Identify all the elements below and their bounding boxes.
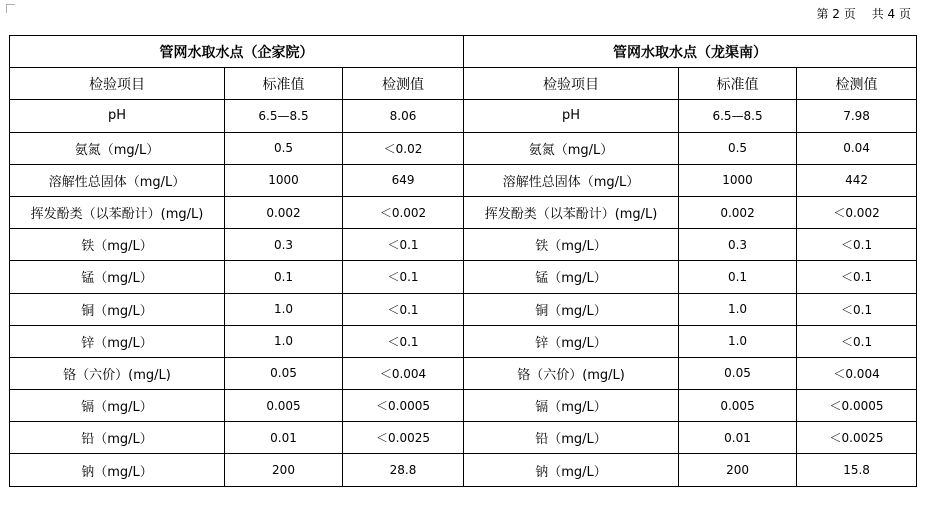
item-cell-a: 铅（mg/L） (10, 422, 225, 454)
page-indicator (816, 5, 911, 22)
value-cell-a: ＜0.0025 (343, 422, 464, 454)
value-cell-a: ＜0.1 (343, 293, 464, 325)
value-cell-b: 0.04 (797, 132, 917, 164)
value-cell-a: 649 (343, 164, 464, 196)
value-cell-a: ＜0.002 (343, 196, 464, 228)
standard-cell-b: 1.0 (679, 293, 797, 325)
standard-cell-a: 6.5—8.5 (225, 100, 343, 132)
column-header-row (10, 68, 917, 100)
item-cell-a: 铁（mg/L） (10, 229, 225, 261)
table-row (10, 422, 917, 454)
value-cell-a: 28.8 (343, 454, 464, 486)
value-cell-a: 8.06 (343, 100, 464, 132)
header-standard-b: 标准值 (679, 68, 797, 100)
item-cell-a: 锰（mg/L） (10, 261, 225, 293)
value-cell-b: ＜0.002 (797, 196, 917, 228)
item-cell-a: 氨氮（mg/L） (10, 132, 225, 164)
table-row (10, 390, 917, 422)
site-title-a: 管网水取水点（企家院） (10, 36, 464, 68)
value-cell-a: ＜0.1 (343, 261, 464, 293)
standard-cell-a: 0.3 (225, 229, 343, 261)
header-value-b: 检测值 (797, 68, 917, 100)
item-cell-b: 挥发酚类（以苯酚计）(mg/L) (464, 196, 679, 228)
site-title-b: 管网水取水点（龙渠南） (464, 36, 917, 68)
standard-cell-a: 1.0 (225, 293, 343, 325)
standard-cell-a: 0.002 (225, 196, 343, 228)
standard-cell-b: 0.002 (679, 196, 797, 228)
header-value-a: 检测值 (343, 68, 464, 100)
item-cell-b: 钠（mg/L） (464, 454, 679, 486)
value-cell-b: 7.98 (797, 100, 917, 132)
item-cell-a: 铜（mg/L） (10, 293, 225, 325)
standard-cell-a: 0.5 (225, 132, 343, 164)
table-row (10, 164, 917, 196)
table-row (10, 454, 917, 486)
value-cell-b: ＜0.004 (797, 357, 917, 389)
standard-cell-b: 1.0 (679, 325, 797, 357)
value-cell-b: ＜0.1 (797, 293, 917, 325)
item-cell-a: 铬（六价）(mg/L) (10, 357, 225, 389)
table-row (10, 229, 917, 261)
standard-cell-a: 0.01 (225, 422, 343, 454)
item-cell-b: 溶解性总固体（mg/L） (464, 164, 679, 196)
item-cell-b: 锌（mg/L） (464, 325, 679, 357)
table-row (10, 293, 917, 325)
table-row (10, 357, 917, 389)
value-cell-b: 15.8 (797, 454, 917, 486)
item-cell-a: 锌（mg/L） (10, 325, 225, 357)
header-standard-a: 标准值 (225, 68, 343, 100)
total-pages: 共 4 页 (871, 7, 911, 21)
standard-cell-b: 0.3 (679, 229, 797, 261)
standard-cell-b: 1000 (679, 164, 797, 196)
page-corner-mark (6, 4, 15, 13)
value-cell-b: 442 (797, 164, 917, 196)
item-cell-b: 氨氮（mg/L） (464, 132, 679, 164)
table-row (10, 196, 917, 228)
standard-cell-b: 0.5 (679, 132, 797, 164)
value-cell-b: ＜0.0025 (797, 422, 917, 454)
item-cell-a: 钠（mg/L） (10, 454, 225, 486)
table-row (10, 325, 917, 357)
item-cell-a: 溶解性总固体（mg/L） (10, 164, 225, 196)
standard-cell-b: 0.01 (679, 422, 797, 454)
standard-cell-b: 0.005 (679, 390, 797, 422)
item-cell-b: 镉（mg/L） (464, 390, 679, 422)
current-page: 第 2 页 (816, 7, 856, 21)
table-row (10, 132, 917, 164)
item-cell-b: 铜（mg/L） (464, 293, 679, 325)
value-cell-b: ＜0.1 (797, 229, 917, 261)
value-cell-a: ＜0.1 (343, 325, 464, 357)
value-cell-b: ＜0.1 (797, 261, 917, 293)
standard-cell-b: 0.05 (679, 357, 797, 389)
item-cell-b: 铅（mg/L） (464, 422, 679, 454)
standard-cell-a: 0.1 (225, 261, 343, 293)
value-cell-b: ＜0.1 (797, 325, 917, 357)
standard-cell-b: 200 (679, 454, 797, 486)
standard-cell-a: 1000 (225, 164, 343, 196)
site-header-row (10, 36, 917, 68)
item-cell-a: 挥发酚类（以苯酚计）(mg/L) (10, 196, 225, 228)
standard-cell-b: 6.5—8.5 (679, 100, 797, 132)
standard-cell-a: 0.05 (225, 357, 343, 389)
value-cell-b: ＜0.0005 (797, 390, 917, 422)
item-cell-b: pH (464, 100, 679, 132)
item-cell-b: 锰（mg/L） (464, 261, 679, 293)
water-quality-table (9, 35, 917, 487)
header-item-a: 检验项目 (10, 68, 225, 100)
item-cell-b: 铬（六价）(mg/L) (464, 357, 679, 389)
value-cell-a: ＜0.1 (343, 229, 464, 261)
standard-cell-a: 0.005 (225, 390, 343, 422)
item-cell-b: 铁（mg/L） (464, 229, 679, 261)
standard-cell-a: 1.0 (225, 325, 343, 357)
value-cell-a: ＜0.004 (343, 357, 464, 389)
header-item-b: 检验项目 (464, 68, 679, 100)
value-cell-a: ＜0.02 (343, 132, 464, 164)
value-cell-a: ＜0.0005 (343, 390, 464, 422)
table-row (10, 261, 917, 293)
standard-cell-b: 0.1 (679, 261, 797, 293)
item-cell-a: pH (10, 100, 225, 132)
table-row (10, 100, 917, 132)
item-cell-a: 镉（mg/L） (10, 390, 225, 422)
standard-cell-a: 200 (225, 454, 343, 486)
